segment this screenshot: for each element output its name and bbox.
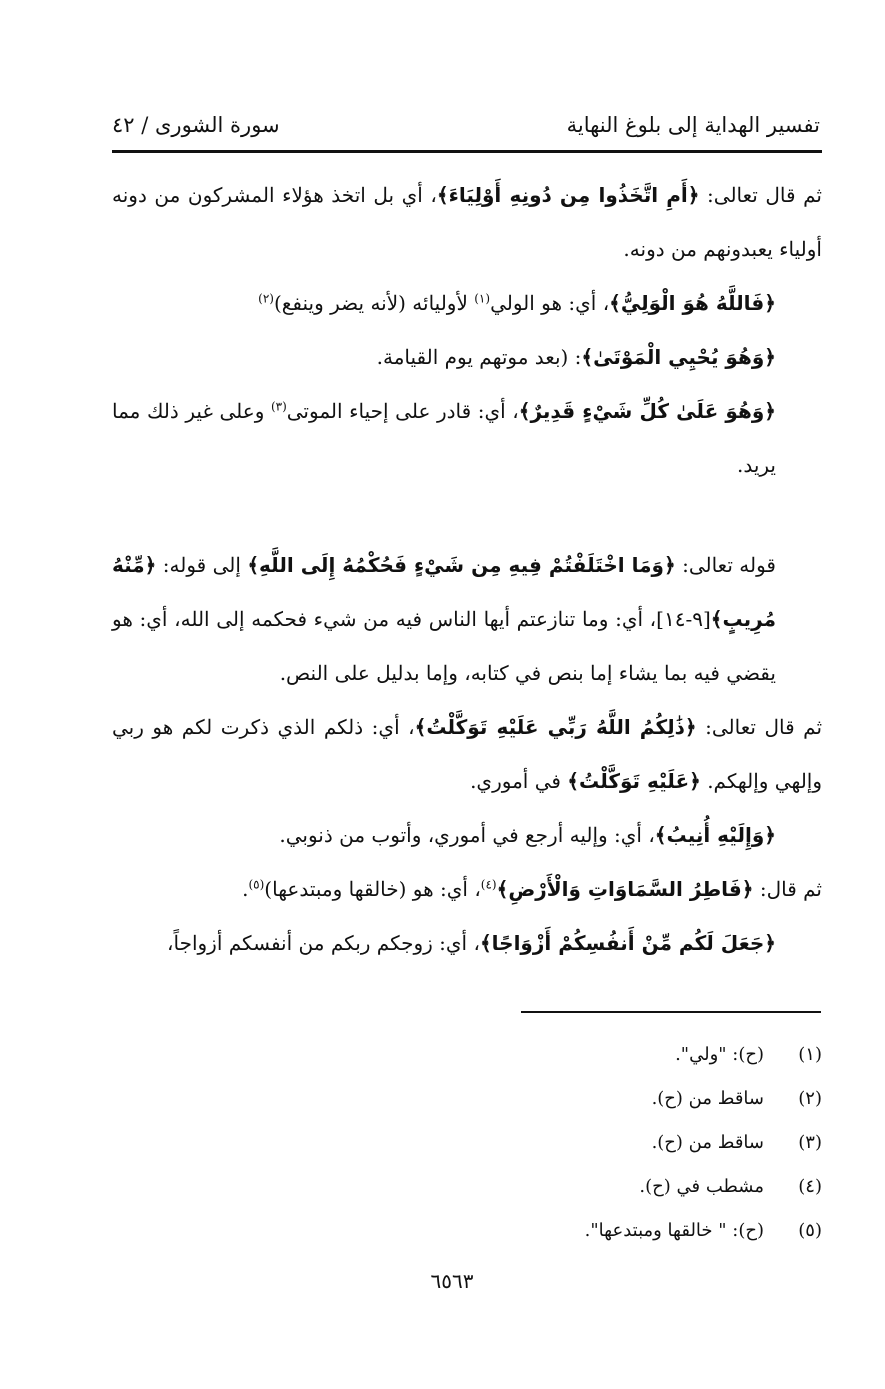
footnote-number: (٥) (798, 1220, 822, 1241)
text: . (242, 877, 249, 901)
quran-verse: ﴿أَمِ اتَّخَذُوا مِن دُونِهِ أَوْلِيَاءَ﴾ (436, 183, 700, 207)
text: ثم قال تعالى: (699, 183, 823, 207)
footnote-ref: (٤) (480, 877, 497, 892)
paragraph-2 (112, 276, 822, 384)
text: ، أي: وإليه أرجع في أموري، وأتوب من ذنوبي. (279, 823, 655, 847)
book-title: تفسير الهداية إلى بلوغ النهاية (566, 113, 820, 137)
text: ، أي: زوجكم ربكم من أنفسكم أزواجاً، (167, 931, 480, 955)
paragraph-7 (112, 862, 822, 916)
footnote-item (470, 1123, 822, 1167)
paragraph-3 (112, 384, 822, 492)
surah-title: سورة الشورى / ٤٢ (112, 113, 280, 137)
footnote-number: (٣) (798, 1132, 822, 1153)
footnote-item (470, 1167, 822, 1211)
footnote-item (470, 1035, 822, 1079)
quran-verse: ﴿جَعَلَ لَكُم مِّنْ أَنفُسِكُمْ أَزْوَاجًا﴾ (479, 931, 776, 955)
text: ، أي: هو الولي (490, 291, 610, 315)
text: ثم قال تعالى: (696, 715, 823, 739)
running-header (112, 103, 820, 147)
text: قوله تعالى: (675, 553, 776, 577)
footnote-text: ساقط من (ح). (651, 1132, 764, 1153)
footnote-rule (521, 1011, 821, 1013)
text: ، أي: قادر على إحياء الموتى (286, 399, 519, 423)
footnote-item (470, 1079, 822, 1123)
quran-verse: ﴿مِّنْهُ مُرِيبٍ﴾ (112, 553, 776, 631)
footnote-number: (١) (798, 1044, 822, 1065)
quran-verse: ﴿عَلَيْهِ تَوَكَّلْتُ﴾ (567, 769, 701, 793)
quran-verse: ﴿ذَٰلِكُمُ اللَّهُ رَبِّي عَلَيْهِ تَوَكَّلْتُ﴾ (414, 715, 697, 739)
quran-verse: ﴿فَاللَّهُ هُوَ الْوَلِيُّ﴾ (609, 291, 776, 315)
footnote-ref: (٢) (258, 291, 274, 306)
quran-verse: ﴿وَهُوَ يُحْيِي الْمَوْتَىٰ﴾ (581, 345, 776, 369)
paragraph-4 (112, 538, 822, 700)
paragraph-8 (112, 916, 822, 970)
header-rule (112, 150, 822, 153)
footnote-ref: (٣) (270, 399, 287, 414)
text: ، أي: هو (خالقها ومبتدعها) (264, 877, 481, 901)
body-text (112, 168, 822, 970)
footnote-ref: (٥) (248, 877, 265, 892)
page-number: ٦٥٦٣ (430, 1269, 474, 1293)
footnotes (470, 1035, 822, 1255)
quran-verse: ﴿فَاطِرُ السَّمَاوَاتِ وَالْأَرْضِ﴾ (496, 877, 754, 901)
text: لأوليائه (لأنه يضر وينفع) (273, 291, 475, 315)
footnote-item (470, 1211, 822, 1255)
quran-verse: ﴿وَمَا اخْتَلَفْتُمْ فِيهِ مِن شَيْءٍ فَحُكْمُهُ إِلَى اللَّهِ﴾ (247, 553, 676, 577)
text: [٩-١٤]، أي: وما تنازعتم أيها الناس فيه من شيء فحكمه إلى الله، أي: هو يقضي فيه بما يشاء إما بنص في كتابه، وإما بدليل على النص. (112, 607, 776, 685)
footnote-number: (٢) (798, 1088, 822, 1109)
footnote-text: ساقط من (ح). (651, 1088, 764, 1109)
text: ثم قال: (753, 877, 822, 901)
quran-verse: ﴿وَإِلَيْهِ أُنِيبُ﴾ (654, 823, 776, 847)
footnote-text: مشطب في (ح). (639, 1176, 764, 1197)
paragraph-5 (112, 700, 822, 808)
text: ، أي: ذلكم الذي ذكرت لكم هو ربي وإلهي وإلهكم. (112, 715, 822, 793)
paragraph-6 (112, 808, 822, 862)
quran-verse: ﴿وَهُوَ عَلَىٰ كُلِّ شَيْءٍ قَدِيرٌ﴾ (518, 399, 776, 423)
paragraph-1 (112, 168, 822, 276)
footnote-number: (٤) (798, 1176, 822, 1197)
text: ، أي بل اتخذ هؤلاء المشركون من دونه أولياء يعبدونهم من دونه. (112, 183, 822, 261)
text: : (بعد موتهم يوم القيامة. (376, 345, 582, 369)
text: إلى قوله: (156, 553, 248, 577)
footnote-text: (ح): " خالقها ومبتدعها". (584, 1220, 764, 1241)
footnote-text: (ح): "ولي". (675, 1044, 764, 1065)
footnote-ref: (١) (474, 291, 491, 306)
text: في أموري. (470, 769, 568, 793)
text: وعلى غير ذلك مما يريد. (112, 399, 776, 477)
